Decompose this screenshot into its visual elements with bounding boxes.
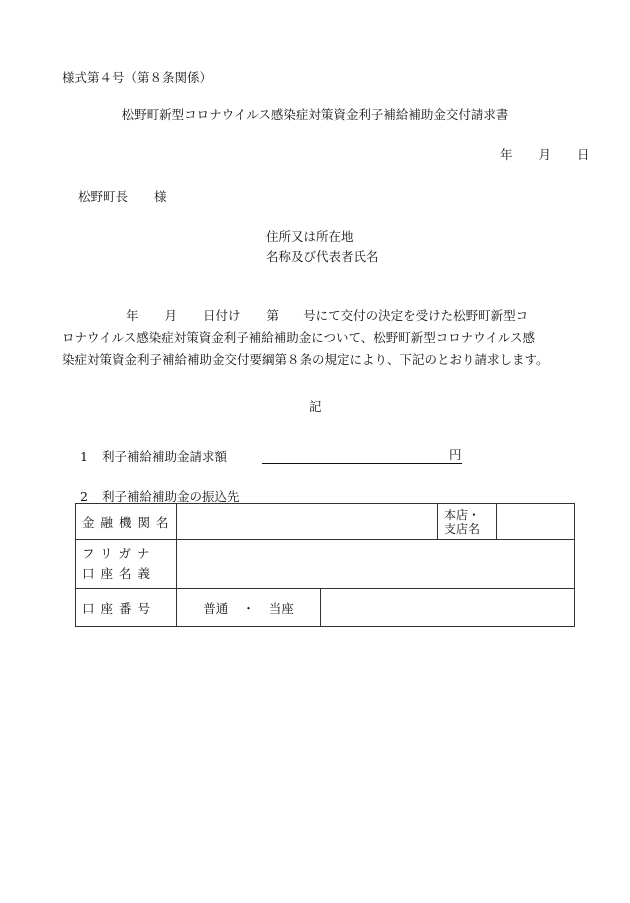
bank-table xyxy=(75,503,575,627)
date-line xyxy=(474,145,590,163)
item-1-label xyxy=(80,447,227,465)
amount-field[interactable] xyxy=(262,447,462,464)
body-month: 月 xyxy=(164,308,178,323)
account-name-label-cell xyxy=(76,540,177,589)
request-body xyxy=(62,305,582,371)
date-day: 日 xyxy=(577,147,590,162)
branch-label-line2: 支店名 xyxy=(444,521,481,536)
account-type-current[interactable]: 当座 xyxy=(268,600,294,616)
ki-heading: 記 xyxy=(309,399,322,414)
amount-unit: 円 xyxy=(449,447,462,462)
institution-label: 金融機関名 xyxy=(76,504,177,540)
item-2-text: 利子補給補助金の振込先 xyxy=(102,489,240,504)
form-number: 様式第４号（第８条関係） xyxy=(62,70,213,85)
date-year: 年 xyxy=(500,147,513,162)
item-1-number: 1 xyxy=(80,449,88,464)
furigana-label: フリガナ xyxy=(82,546,156,561)
bank-row-account-name xyxy=(76,540,575,589)
institution-field[interactable] xyxy=(177,504,438,540)
account-type-cell[interactable] xyxy=(177,589,321,627)
applicant-address-label: 住所又は所在地 xyxy=(266,229,354,244)
applicant-name-label: 名称及び代表者氏名 xyxy=(266,249,379,264)
body-line-2: ロナウイルス感染症対策資金利子補給補助金について、松野町新型コロナウイルス感 xyxy=(62,330,536,345)
bank-row-institution xyxy=(76,504,575,540)
body-line1-rest: 号にて交付の決定を受けた松野町新型コ xyxy=(303,308,529,323)
branch-cell xyxy=(438,504,575,540)
addressee xyxy=(78,187,167,205)
body-day-suffix: 日付け xyxy=(203,308,241,323)
body-year: 年 xyxy=(126,308,139,323)
branch-label xyxy=(438,504,497,539)
item-2-number: 2 xyxy=(80,489,88,504)
body-no-prefix: 第 xyxy=(266,308,280,323)
account-number-field[interactable] xyxy=(321,589,575,627)
date-month: 月 xyxy=(538,147,552,162)
item-1-text: 利子補給補助金請求額 xyxy=(102,449,228,464)
account-name-field[interactable] xyxy=(177,540,575,589)
addressee-name: 松野町長 xyxy=(78,189,129,204)
bank-row-account-number xyxy=(76,589,575,627)
document-title: 松野町新型コロナウイルス感染症対策資金利子補給補助金交付請求書 xyxy=(121,107,509,122)
body-line-3: 染症対策資金利子補給補助金交付要綱第８条の規定により、下記のとおり請求します。 xyxy=(62,352,549,367)
account-number-label: 口座番号 xyxy=(76,589,177,627)
addressee-honorific: 様 xyxy=(154,189,167,204)
branch-label-line1: 本店・ xyxy=(444,507,481,522)
account-type-ordinary[interactable]: 普通 xyxy=(203,600,229,616)
account-type-separator: ・ xyxy=(242,600,255,616)
branch-field[interactable] xyxy=(497,504,574,539)
account-name-label: 口座名義 xyxy=(82,566,157,581)
body-line-1 xyxy=(62,305,582,327)
